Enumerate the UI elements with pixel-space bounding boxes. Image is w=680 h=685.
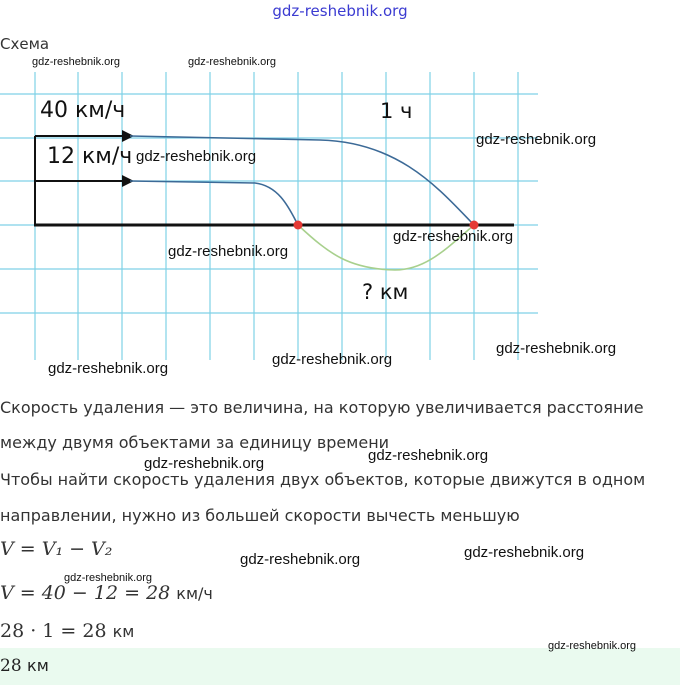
watermark: gdz-reshebnik.org — [168, 243, 289, 260]
calc-distance-expression: 28 · 1 = 28 — [0, 620, 107, 642]
watermark: gdz-reshebnik.org — [144, 455, 265, 472]
watermark: gdz-reshebnik.org — [240, 551, 361, 568]
watermark: gdz-reshebnik.org — [188, 56, 277, 68]
marker-slow — [294, 221, 303, 230]
watermark: gdz-reshebnik.org — [393, 228, 514, 245]
watermark: gdz-reshebnik.org — [272, 351, 393, 368]
label-speed-fast: 40 км/ч — [40, 98, 126, 123]
watermark: gdz-reshebnik.org — [48, 360, 169, 377]
curve-slow — [130, 181, 298, 225]
answer-value: 28 — [0, 656, 22, 676]
speed-arrow-fast — [35, 130, 134, 142]
label-time: 1 ч — [380, 99, 413, 123]
definition-line-2: между двумя объектами за единицу времени — [0, 433, 390, 452]
speed-arrow-slow — [35, 175, 134, 187]
rule-line-1: Чтобы найти скорость удаления двух объектов, которые движутся в одном — [0, 470, 646, 489]
watermark: gdz-reshebnik.org — [368, 447, 489, 464]
watermark: gdz-reshebnik.org — [32, 56, 121, 68]
calc-distance — [0, 620, 134, 642]
answer — [0, 656, 49, 676]
calc-speed-unit: км/ч — [176, 584, 213, 603]
watermark: gdz-reshebnik.org — [476, 131, 597, 148]
formula: V = V₁ − V₂ — [0, 538, 113, 560]
watermark: gdz-reshebnik.org — [64, 572, 153, 584]
watermark: gdz-reshebnik.org — [136, 148, 257, 165]
watermark: gdz-reshebnik.org — [548, 640, 637, 652]
watermark: gdz-reshebnik.org — [464, 544, 585, 561]
answer-unit: км — [27, 656, 49, 675]
definition-line-1: Скорость удаления — это величина, на которую увеличивается расстояние — [0, 398, 644, 417]
watermark: gdz-reshebnik.org — [496, 340, 617, 357]
scheme-heading: Схема — [0, 35, 50, 53]
label-speed-slow: 12 км/ч — [47, 144, 133, 169]
label-unknown-distance: ? км — [362, 280, 409, 304]
site-link[interactable]: gdz-reshebnik.org — [272, 2, 408, 20]
calc-speed — [0, 582, 213, 604]
calc-distance-unit: км — [112, 622, 135, 641]
calc-speed-expression: V = 40 − 12 = 28 — [0, 582, 171, 604]
answer-highlight — [0, 648, 680, 685]
rule-line-2: направлении, нужно из большей скорости вычесть меньшую — [0, 506, 520, 525]
